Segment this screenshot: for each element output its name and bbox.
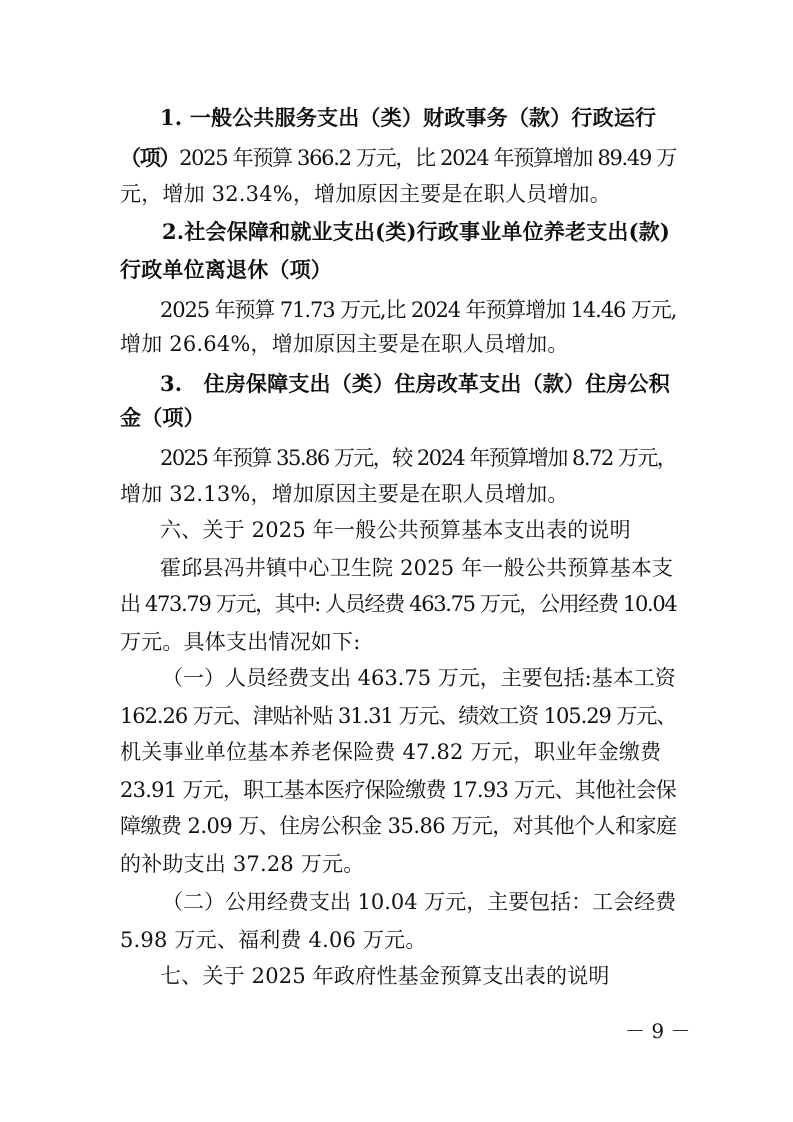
personnel-line4: 23.91 万元，职工基本医疗保险缴费 17.93 万元、其他社会保	[120, 778, 677, 802]
item1-line3: 元，增加 32.34%，增加原因主要是在职人员增加。	[120, 182, 611, 206]
section6-intro-line2: 出 473.79 万元，其中: 人员经费 463.75 万元，公用经费 10.04	[120, 592, 677, 616]
personnel-line2: 162.26 万元、津贴补贴 31.31 万元、绩效工资 105.29 万元、	[120, 704, 677, 728]
section7-title: 七、关于 2025 年政府性基金预算支出表的说明	[160, 964, 610, 988]
item1-heading: 1. 一般公共服务支出（类）财政事务（款）行政运行	[160, 105, 657, 130]
item3-heading: 3. 住房保障支出（类）住房改革支出（款）住房公积	[160, 371, 670, 396]
public-line2: 5.98 万元、福利费 4.06 万元。	[120, 928, 427, 952]
personnel-line5: 障缴费 2.09 万、住房公积金 35.86 万元，对其他个人和家庭	[120, 814, 677, 838]
item3-heading-cont: 金（项）	[120, 405, 205, 430]
personnel-line6: 的补助支出 37.28 万元。	[120, 852, 365, 876]
item2-heading: 2.社会保障和就业支出(类)行政事业单位养老支出(款)	[162, 219, 671, 244]
public-line1: （二）公用经费支出 10.04 万元，主要包括：工会经费	[162, 890, 677, 914]
section6-title: 六、关于 2025 年一般公共预算基本支出表的说明	[160, 518, 631, 542]
section6-intro-line3: 万元。具体支出情况如下:	[120, 630, 361, 654]
item2-body-line1: 2025 年预算 71.73 万元,比 2024 年预算增加 14.46 万元,	[160, 298, 677, 322]
item2-body-line2: 增加 26.64%，增加原因主要是在职人员增加。	[120, 332, 569, 356]
page-number: － 9 －	[625, 1019, 691, 1043]
section6-intro-line1: 霍邱县冯井镇中心卫生院 2025 年一般公共预算基本支	[160, 556, 674, 580]
item1-heading-end: （项）	[120, 145, 180, 170]
item3-body-line1: 2025 年预算 35.86 万元，较 2024 年预算增加 8.72 万元，	[160, 446, 677, 470]
item1-budget-text: 2025 年预算 366.2 万元，比 2024 年预算增加 89.49 万	[179, 146, 677, 170]
item2-heading-cont: 行政单位离退休（项）	[120, 257, 332, 282]
item3-body-line2: 增加 32.13%，增加原因主要是在职人员增加。	[120, 482, 569, 506]
item1-line2	[120, 144, 676, 172]
personnel-line3: 机关事业单位基本养老保险费 47.82 万元，职业年金缴费	[120, 740, 662, 764]
personnel-line1: （一）人员经费支出 463.75 万元，主要包括:基本工资	[162, 666, 676, 690]
